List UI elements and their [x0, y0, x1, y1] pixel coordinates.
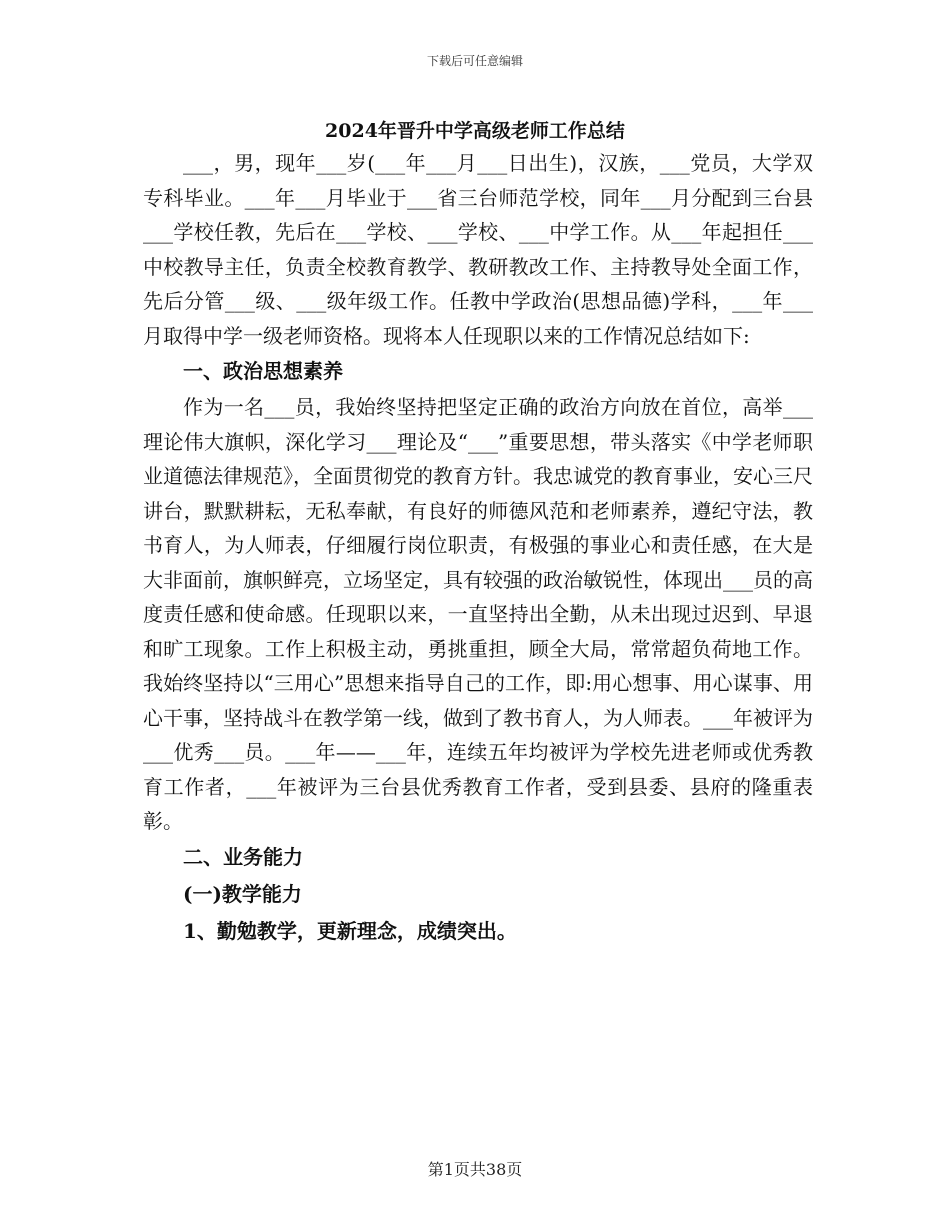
document-title: 2024年晋升中学高级老师工作总结 [325, 120, 625, 142]
political-paragraph: 作为一名___员，我始终坚持把坚定正确的政治方向放在首位，高举___理论伟大旗帜，深化学习___理论及“___”重要思想，带头落实《中学老师职业道德法律规范》，全面贯彻党的教育方针。我忠诚党的教育事业，安心三尺讲台，默默耕耘，无私奉献，有良好的师德风范和老师素养，遵纪守法，教书育人，为人师表，仔细履行岗位职责，有极强的事业心和责任感，在大是大非面前，旗帜鲜亮，立场坚定，具有较强的政治敏锐性，体现出___员的高度责任感和使命感。任现职以来，一直坚持出全勤，从未出现过迟到、早退和旷工现象。工作上积极主动，勇挑重担，顾全大局，常常超负荷地工作。我始终坚持以“三用心”思想来指导自己的工作，即:用心想事、用心谋事、用心干事，坚持战斗在教学第一线，做到了教书育人，为人师表。___年被评为___优秀___员。___年——___年，连续五年均被评为学校先进老师或优秀教育工作者，___年被评为三台县优秀教育工作者，受到县委、县府的隆重表彰。 [143, 395, 813, 833]
section-heading-political: 一、政治思想素养 [183, 359, 343, 383]
page-header-note: 下载后可任意编辑 [426, 54, 523, 68]
document-body [143, 146, 813, 950]
item-heading-1: 1、勤勉教学，更新理念，成绩突出。 [183, 918, 517, 943]
intro-paragraph: ___，男，现年___岁(___年___月___日出生)，汉族，___党员，大学双专科毕业。___年___月毕业于___省三台师范学校，同年___月分配到三台县___学校任教，先后在___学校、___学校、___中学工作。从___年起担任___中校教导主任，负责全校教育教学、教研教改工作、主持教导处全面工作，先后分管___级、___级年级工作。任教中学政治(思想品德)学科，___年___月取得中学一级老师资格。现将本人任现职以来的工作情况总结如下: [143, 151, 813, 348]
page-footer: 第1页共38页 [427, 1160, 523, 1179]
section-heading-business: 二、业务能力 [183, 844, 303, 869]
subsection-heading-teaching: (一)教学能力 [183, 881, 302, 906]
